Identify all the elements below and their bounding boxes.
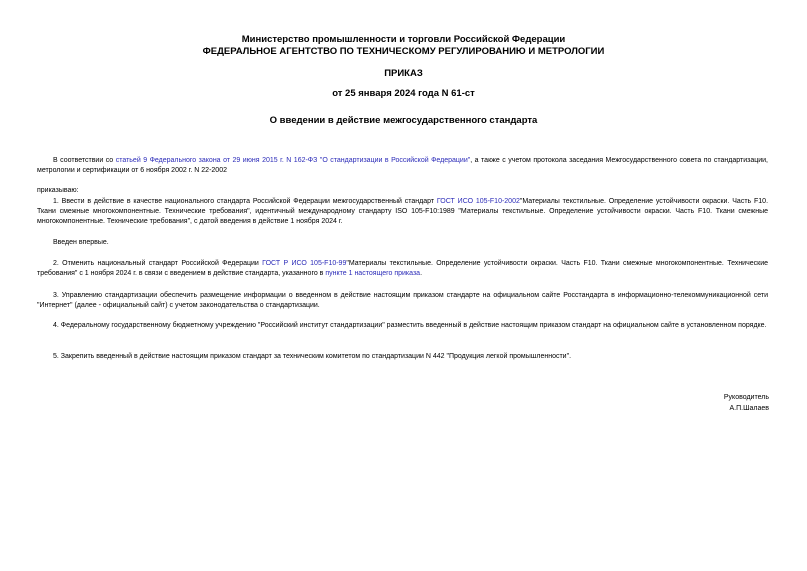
signature-role: Руководитель [723, 394, 769, 401]
item-4-paragraph: 4. Федеральному государственному бюджетному учреждению "Российский институт стандартизации" разместить введенный в действие настоящим приказом стандарт на официальном сайте в установленном порядке. [53, 322, 767, 329]
item-1-reference-link[interactable]: пункте 1 настоящего приказа [325, 270, 421, 277]
item-4 [37, 321, 768, 331]
item-2-text-end: . [420, 270, 423, 277]
introduced-first-time: Введен впервые. [53, 239, 109, 246]
introduced-block [37, 238, 768, 248]
preamble-paragraph [37, 156, 768, 176]
item-5 [37, 352, 768, 362]
item-2-paragraph [37, 259, 768, 279]
gost-r-iso-105-f10-99-link[interactable]: ГОСТ Р ИСО 105-F10-99 [262, 260, 347, 267]
gost-iso-105-f10-2002-link[interactable]: ГОСТ ИСО 105-F10-2002 [436, 198, 520, 205]
item-1-paragraph [37, 197, 768, 227]
item-2-text-middle: "Материалы текстильные. Определение устойчивости окраски. Часть F10. Ткани смежные многокомпонентные. Технические требования" с 1 ноября 2024 г. в связи с введением в действие стандарта, указанного в [37, 260, 769, 277]
preamble-text-end: , а также с учетом протокола заседания Межгосударственного совета по стандартизации, метрологии и сертификации от 6 ноября 2002 г. N 22-2002 [37, 157, 768, 174]
item-2-text-start: 2. Отменить национальный стандарт Российской Федерации [53, 260, 263, 267]
item-1-text-end: "Материалы текстильные. Определение устойчивости окраски. Часть F10. Ткани смежные многокомпонентные. Технические требования", идентичный международному стандарту ISO 105-F10:1989 "Материалы текстильные. Определение устойчивости окраски. Часть F10. Ткани смежные многокомпонентные. Технические требования", с датой введения в действие 1 ноября 2024 г. [37, 198, 769, 225]
ministry-name: Министерство промышленности и торговли Российской Федерации [241, 34, 566, 45]
document-title: О введении в действие межгосударственного стандарта [269, 115, 538, 126]
item-2 [37, 259, 768, 279]
preamble [37, 156, 768, 176]
item-1 [37, 197, 768, 227]
order-word-block [37, 186, 768, 196]
item-5-paragraph: 5. Закрепить введенный в действие настоящим приказом стандарт за техническим комитетом по стандартизации N 442 "Продукция легкой промышленности". [53, 353, 572, 360]
item-3-paragraph: 3. Управлению стандартизации обеспечить размещение информации о введенном в действие настоящим приказом стандарте на официальном сайте Росстандарта в информационно-телекоммуникационной сети "Интернет" (далее - официальный сайт) с учетом законодательства о стандартизации. [37, 292, 768, 309]
preamble-text-start: В соответствии со [53, 157, 116, 164]
order-word: приказываю: [37, 187, 79, 194]
item-3 [37, 291, 768, 311]
document-type: ПРИКАЗ [384, 68, 423, 79]
item-1-text-start: 1. Ввести в действие в качестве национального стандарта Российской Федерации межгосударственный стандарт [53, 198, 437, 205]
agency-name: ФЕДЕРАЛЬНОЕ АГЕНТСТВО ПО ТЕХНИЧЕСКОМУ РЕГУЛИРОВАНИЮ И МЕТРОЛОГИИ [202, 46, 605, 57]
signature-name: А.П.Шалаев [729, 405, 769, 412]
date-and-number: от 25 января 2024 года N 61-ст [332, 88, 475, 99]
federal-law-link[interactable]: статьей 9 Федерального закона от 29 июня 2015 г. N 162-ФЗ "О стандартизации в Российской Федерации" [115, 157, 471, 164]
